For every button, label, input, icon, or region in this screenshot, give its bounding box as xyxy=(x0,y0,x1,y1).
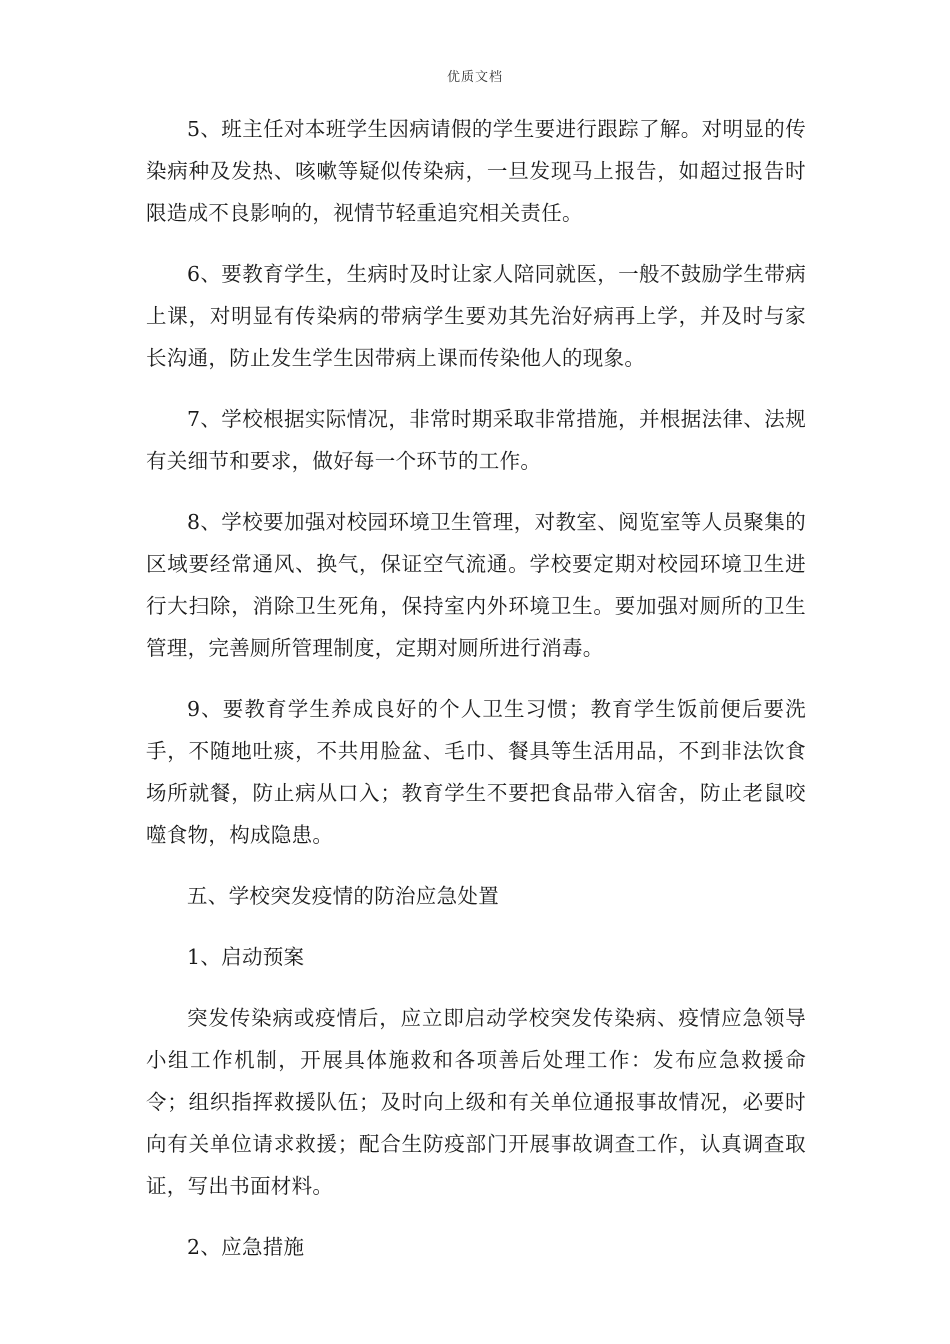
paragraph-item-5: 5、班主任对本班学生因病请假的学生要进行跟踪了解。对明显的传染病种及发热、咳嗽等疑似传染病，一旦发现马上报告，如超过报告时限造成不良影响的，视情节轻重追究相关责任。 xyxy=(146,117,806,225)
paragraph-item-7: 7、学校根据实际情况，非常时期采取非常措施，并根据法律、法规有关细节和要求，做好每一个环节的工作。 xyxy=(146,407,806,473)
section-heading: 五、学校突发疫情的防治应急处置 xyxy=(187,884,499,908)
subsection-body-1: 突发传染病或疫情后，应立即启动学校突发传染病、疫情应急领导小组工作机制，开展具体施救和各项善后处理工作：发布应急救援命令；组织指挥救援队伍；及时向上级和有关单位通报事故情况，必要时向有关单位请求救援；配合生防疫部门开展事故调查工作，认真调查取证，写出书面材料。 xyxy=(146,1006,806,1198)
paragraph-item-6: 6、要教育学生，生病时及时让家人陪同就医，一般不鼓励学生带病上课，对明显有传染病的带病学生要劝其先治好病再上学，并及时与家长沟通，防止发生学生因带病上课而传染他人的现象。 xyxy=(146,262,806,370)
subsection-heading-1: 1、启动预案 xyxy=(187,945,305,969)
paragraph-item-8: 8、学校要加强对校园环境卫生管理，对教室、阅览室等人员聚集的区域要经常通风、换气，保证空气流通。学校要定期对校园环境卫生进行大扫除，消除卫生死角，保持室内外环境卫生。要加强对厕所的卫生管理，完善厕所管理制度，定期对厕所进行消毒。 xyxy=(146,510,806,660)
page-header: 优质文档 xyxy=(446,70,503,85)
paragraph-item-9: 9、要教育学生养成良好的个人卫生习惯；教育学生饭前便后要洗手，不随地吐痰，不共用脸盆、毛巾、餐具等生活用品，不到非法饮食场所就餐，防止病从口入；教育学生不要把食品带入宿舍，防止老鼠咬噬食物，构成隐患。 xyxy=(146,697,806,847)
document-body xyxy=(146,108,806,1287)
subsection-heading-2: 2、应急措施 xyxy=(187,1235,305,1259)
